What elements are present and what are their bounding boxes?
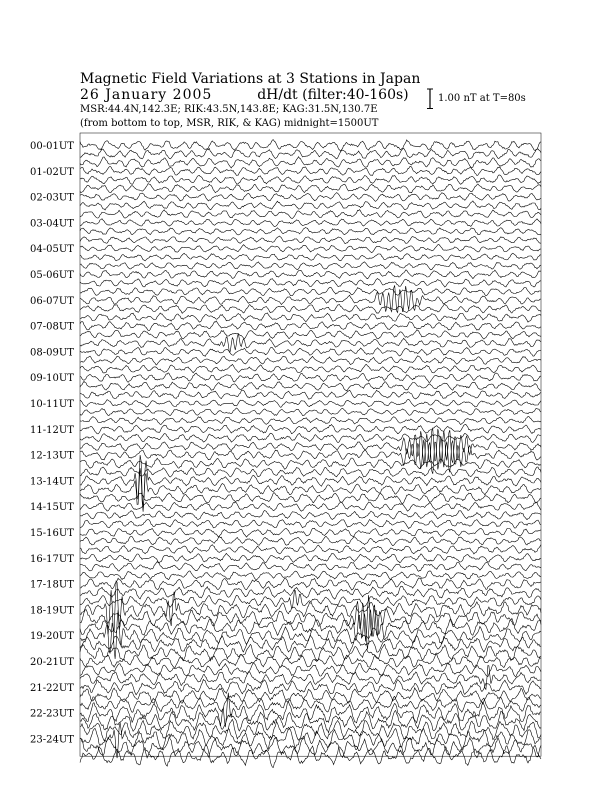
trace-msr-07-08ut: [80, 333, 541, 352]
trace-kag-22-23ut: [80, 693, 541, 727]
trace-kag-20-21ut: [80, 654, 541, 667]
trace-msr-18-19ut: [80, 610, 541, 650]
hour-label: 12-13UT: [30, 450, 74, 462]
trace-msr-09-10ut: [80, 390, 541, 399]
trace-rik-12-13ut: [80, 458, 541, 469]
trace-kag-05-06ut: [80, 270, 541, 279]
trace-rik-21-22ut: [80, 688, 541, 704]
trace-kag-09-10ut: [80, 373, 541, 383]
trace-rik-17-18ut: [80, 586, 541, 599]
trace-kag-02-03ut: [80, 193, 541, 202]
hour-label: 22-23UT: [30, 708, 74, 720]
chart-date: 26 January 2005: [80, 87, 213, 103]
hour-label: 11-12UT: [30, 424, 74, 436]
trace-kag-06-07ut: [80, 285, 541, 312]
trace-kag-12-13ut: [80, 436, 541, 474]
hour-label: 07-08UT: [30, 321, 74, 333]
station-coordinates: MSR:44.4N,142.3E; RIK:43.5N,143.8E; KAG:31.5N,130.7E: [80, 104, 378, 115]
trace-kag-14-15ut: [80, 502, 541, 511]
trace-order-note: (from bottom to top, MSR, RIK, & KAG) midnight=1500UT: [80, 118, 379, 129]
trace-kag-17-18ut: [80, 578, 541, 590]
trace-msr-14-15ut: [80, 519, 541, 528]
hour-label: 18-19UT: [30, 605, 74, 617]
trace-rik-14-15ut: [80, 511, 541, 520]
trace-rik-09-10ut: [80, 381, 541, 390]
trace-kag-15-16ut: [80, 528, 541, 537]
trace-rik-04-05ut: [80, 253, 541, 261]
trace-msr-05-06ut: [80, 287, 541, 296]
trace-msr-21-22ut: [80, 696, 541, 712]
hour-label: 03-04UT: [30, 218, 74, 230]
hour-label: 09-10UT: [30, 373, 74, 385]
scale-bar-label: 1.00 nT at T=80s: [438, 93, 526, 104]
trace-rik-00-01ut: [80, 148, 541, 159]
trace-msr-15-16ut: [80, 545, 541, 554]
hour-label: 13-14UT: [30, 476, 74, 488]
trace-rik-15-16ut: [80, 537, 541, 546]
trace-msr-01-02ut: [80, 184, 541, 193]
trace-kag-18-19ut: [80, 581, 541, 634]
hour-label: 19-20UT: [30, 631, 74, 643]
hour-label: 01-02UT: [30, 166, 74, 178]
trace-rik-07-08ut: [80, 330, 541, 339]
trace-rik-19-20ut: [80, 635, 541, 652]
trace-kag-04-05ut: [80, 244, 541, 252]
hour-label: 20-21UT: [30, 657, 74, 668]
trace-msr-03-04ut: [80, 236, 541, 244]
hour-label: 21-22UT: [30, 682, 74, 694]
trace-kag-16-17ut: [80, 553, 541, 562]
trace-rik-16-17ut: [80, 562, 541, 572]
hour-label: 08-09UT: [30, 347, 74, 359]
hour-label: 00-01UT: [30, 141, 74, 152]
trace-kag-13-14ut: [80, 455, 541, 510]
hour-label: 02-03UT: [30, 192, 74, 204]
trace-kag-11-12ut: [80, 424, 541, 434]
trace-msr-16-17ut: [80, 571, 541, 580]
trace-kag-07-08ut: [80, 321, 541, 331]
hour-label: 04-05UT: [30, 244, 74, 256]
trace-kag-00-01ut: [80, 140, 541, 152]
trace-msr-13-14ut: [80, 493, 541, 504]
hour-label: 14-15UT: [30, 502, 74, 514]
chart-title: Magnetic Field Variations at 3 Stations in Japan: [80, 71, 421, 87]
trace-rik-06-07ut: [80, 304, 541, 313]
trace-rik-01-02ut: [80, 175, 541, 185]
trace-msr-08-09ut: [80, 364, 541, 373]
trace-rik-03-04ut: [80, 228, 541, 235]
trace-rik-11-12ut: [80, 433, 541, 442]
hour-label: 06-07UT: [30, 295, 74, 307]
trace-msr-04-05ut: [80, 262, 541, 270]
hour-label: 16-17UT: [30, 553, 74, 565]
trace-kag-21-22ut: [80, 679, 541, 694]
hour-label: 17-18UT: [30, 579, 74, 591]
hour-label: 10-11UT: [30, 399, 74, 410]
trace-rik-05-06ut: [80, 279, 541, 288]
hour-label: 15-16UT: [30, 528, 74, 539]
trace-msr-10-11ut: [80, 416, 541, 424]
trace-msr-11-12ut: [80, 429, 541, 465]
trace-rik-02-03ut: [80, 201, 541, 210]
trace-msr-00-01ut: [80, 157, 541, 168]
trace-kag-10-11ut: [80, 399, 541, 407]
trace-rik-10-11ut: [80, 408, 541, 416]
trace-kag-03-04ut: [80, 219, 541, 227]
trace-msr-12-13ut: [80, 467, 541, 477]
trace-rik-08-09ut: [80, 356, 541, 365]
trace-kag-08-09ut: [80, 347, 541, 356]
trace-msr-19-20ut: [80, 644, 541, 661]
chart-quantity-filter: dH/dt (filter:40-160s): [257, 87, 409, 103]
hour-label: 05-06UT: [30, 270, 74, 281]
trace-msr-06-07ut: [80, 313, 541, 322]
hour-label: 23-24UT: [30, 734, 74, 746]
trace-msr-02-03ut: [80, 210, 541, 219]
